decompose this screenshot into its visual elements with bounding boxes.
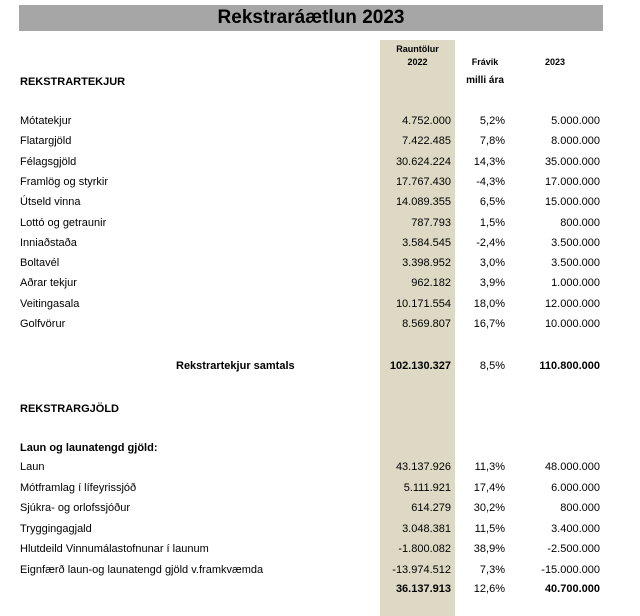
row-label: Tryggingagjald xyxy=(20,522,92,535)
income-total-2023: 110.800.000 xyxy=(539,360,600,372)
row-label: Hlutdeild Vinnumálastofnunar í launum xyxy=(20,543,209,555)
row-label: Lottó og getraunir xyxy=(20,216,107,229)
value-2022: 962.182 xyxy=(411,277,451,290)
table-row xyxy=(0,458,640,478)
value-fravik: 6,5% xyxy=(479,196,505,209)
value-fravik: 7,8% xyxy=(479,135,505,148)
table-row xyxy=(0,274,640,294)
value-fravik: 1,5% xyxy=(479,216,505,229)
row-label: Framlög og styrkir xyxy=(20,175,109,188)
value-2023: 15.000.000 xyxy=(544,196,600,209)
value-2023: 3.500.000 xyxy=(551,257,600,270)
value-fravik: 3,9% xyxy=(479,277,505,290)
value-2022: -13.974.512 xyxy=(392,563,451,576)
table-row xyxy=(0,540,640,560)
value-2022: 614.279 xyxy=(411,502,451,514)
value-2023: 48.000.000 xyxy=(544,461,600,473)
table-row xyxy=(0,315,640,335)
value-2022: 17.767.430 xyxy=(395,175,451,188)
row-label: Útseld vinna xyxy=(20,196,81,209)
row-label: Golfvörur xyxy=(20,318,66,330)
row-label: Boltavél xyxy=(20,257,60,270)
value-2022: 30.624.224 xyxy=(395,155,451,168)
value-2023: 35.000.000 xyxy=(544,155,600,168)
row-label: Aðrar tekjur xyxy=(20,277,77,290)
value-2022: 787.793 xyxy=(411,216,451,229)
table-row xyxy=(0,112,640,132)
row-label: Inniaðstaða xyxy=(20,236,77,249)
value-2023: 3.500.000 xyxy=(551,236,600,249)
row-label: Laun xyxy=(20,461,45,473)
income-total-row xyxy=(0,357,640,377)
row-label: Mótframlag í lífeyrissjóð xyxy=(20,481,137,494)
table-row xyxy=(0,132,640,152)
table-row xyxy=(0,254,640,274)
table-row xyxy=(0,520,640,540)
value-2023: 3.400.000 xyxy=(551,522,600,535)
row-label: Félagsgjöld xyxy=(20,155,77,168)
table-row xyxy=(0,193,640,213)
table-row xyxy=(0,234,640,254)
row-label: Veitingasala xyxy=(20,297,80,310)
value-2023: -15.000.000 xyxy=(541,563,600,576)
value-2022: 3.048.381 xyxy=(402,522,451,535)
value-2022: 5.111.921 xyxy=(403,481,451,494)
value-2023: 12.000.000 xyxy=(544,297,600,310)
value-2023: 10.000.000 xyxy=(544,318,600,330)
header-2022-line2: 2022 xyxy=(407,57,428,67)
header-2023: 2023 xyxy=(544,57,566,67)
value-fravik: -2,4% xyxy=(476,236,505,249)
table-row xyxy=(0,561,640,581)
value-fravik: 14,3% xyxy=(473,155,505,168)
income-total-fravik: 8,5% xyxy=(479,360,505,372)
value-fravik: 30,2% xyxy=(473,502,505,514)
value-2022: 3.584.545 xyxy=(402,236,451,249)
value-fravik: 5,2% xyxy=(479,115,505,127)
wage-total-2023: 40.700.000 xyxy=(544,583,600,595)
value-fravik: 11,3% xyxy=(474,461,505,473)
value-fravik: 38,9% xyxy=(473,543,505,555)
income-total-label: Rekstrartekjur samtals xyxy=(176,360,295,372)
row-label: Mótatekjur xyxy=(20,115,72,127)
section-wages-title: Laun og launatengd gjöld: xyxy=(20,442,158,454)
value-fravik: 7,3% xyxy=(479,563,505,576)
section-expense-title: REKSTRARGJÖLD xyxy=(20,403,120,415)
header-2022-line1: Rauntölur xyxy=(396,44,439,54)
income-total-2022: 102.130.327 xyxy=(389,360,451,372)
row-label: Flatargjöld xyxy=(20,135,72,148)
table-row xyxy=(0,295,640,315)
value-fravik: 16,7% xyxy=(473,318,505,330)
value-fravik: 11,5% xyxy=(474,522,505,535)
value-2022: -1.800.082 xyxy=(398,543,451,555)
value-fravik: 18,0% xyxy=(473,297,505,310)
value-2023: 800.000 xyxy=(560,502,600,514)
value-2022: 7.422.485 xyxy=(402,135,451,148)
value-2022: 10.171.554 xyxy=(395,297,451,310)
header-fravik-line1: Frávik xyxy=(471,57,499,67)
value-2022: 4.752.000 xyxy=(402,115,451,127)
value-fravik: 3,0% xyxy=(479,257,505,270)
value-2023: -2.500.000 xyxy=(547,543,600,555)
value-2023: 5.000.000 xyxy=(551,115,600,127)
value-2023: 6.000.000 xyxy=(551,481,600,494)
row-label: Sjúkra- og orlofssjóður xyxy=(20,502,131,514)
table-row xyxy=(0,479,640,499)
value-2022: 43.137.926 xyxy=(395,461,451,473)
row-label: Eignfærð laun-og launatengd gjöld v.framkvæmda xyxy=(20,563,264,576)
page-title: Rekstraráætlun 2023 xyxy=(19,5,603,31)
header-fravik-line2: milli ára xyxy=(466,75,504,86)
table-row xyxy=(0,214,640,234)
value-2022: 3.398.952 xyxy=(402,257,451,270)
value-2022: 8.569.807 xyxy=(402,318,451,330)
table-row xyxy=(0,173,640,193)
value-2023: 8.000.000 xyxy=(551,135,600,148)
section-income-title: REKSTRARTEKJUR xyxy=(20,76,126,88)
table-row xyxy=(0,499,640,519)
table-row xyxy=(0,153,640,173)
value-fravik: -4,3% xyxy=(476,175,505,188)
value-2023: 1.000.000 xyxy=(551,277,600,290)
value-2022: 14.089.355 xyxy=(395,196,451,209)
value-2023: 17.000.000 xyxy=(544,175,600,188)
wage-total-fravik: 12,6% xyxy=(473,583,505,595)
wage-total-row xyxy=(0,580,640,600)
wage-total-2022: 36.137.913 xyxy=(395,583,451,595)
value-2023: 800.000 xyxy=(560,216,600,229)
value-fravik: 17,4% xyxy=(473,481,505,494)
